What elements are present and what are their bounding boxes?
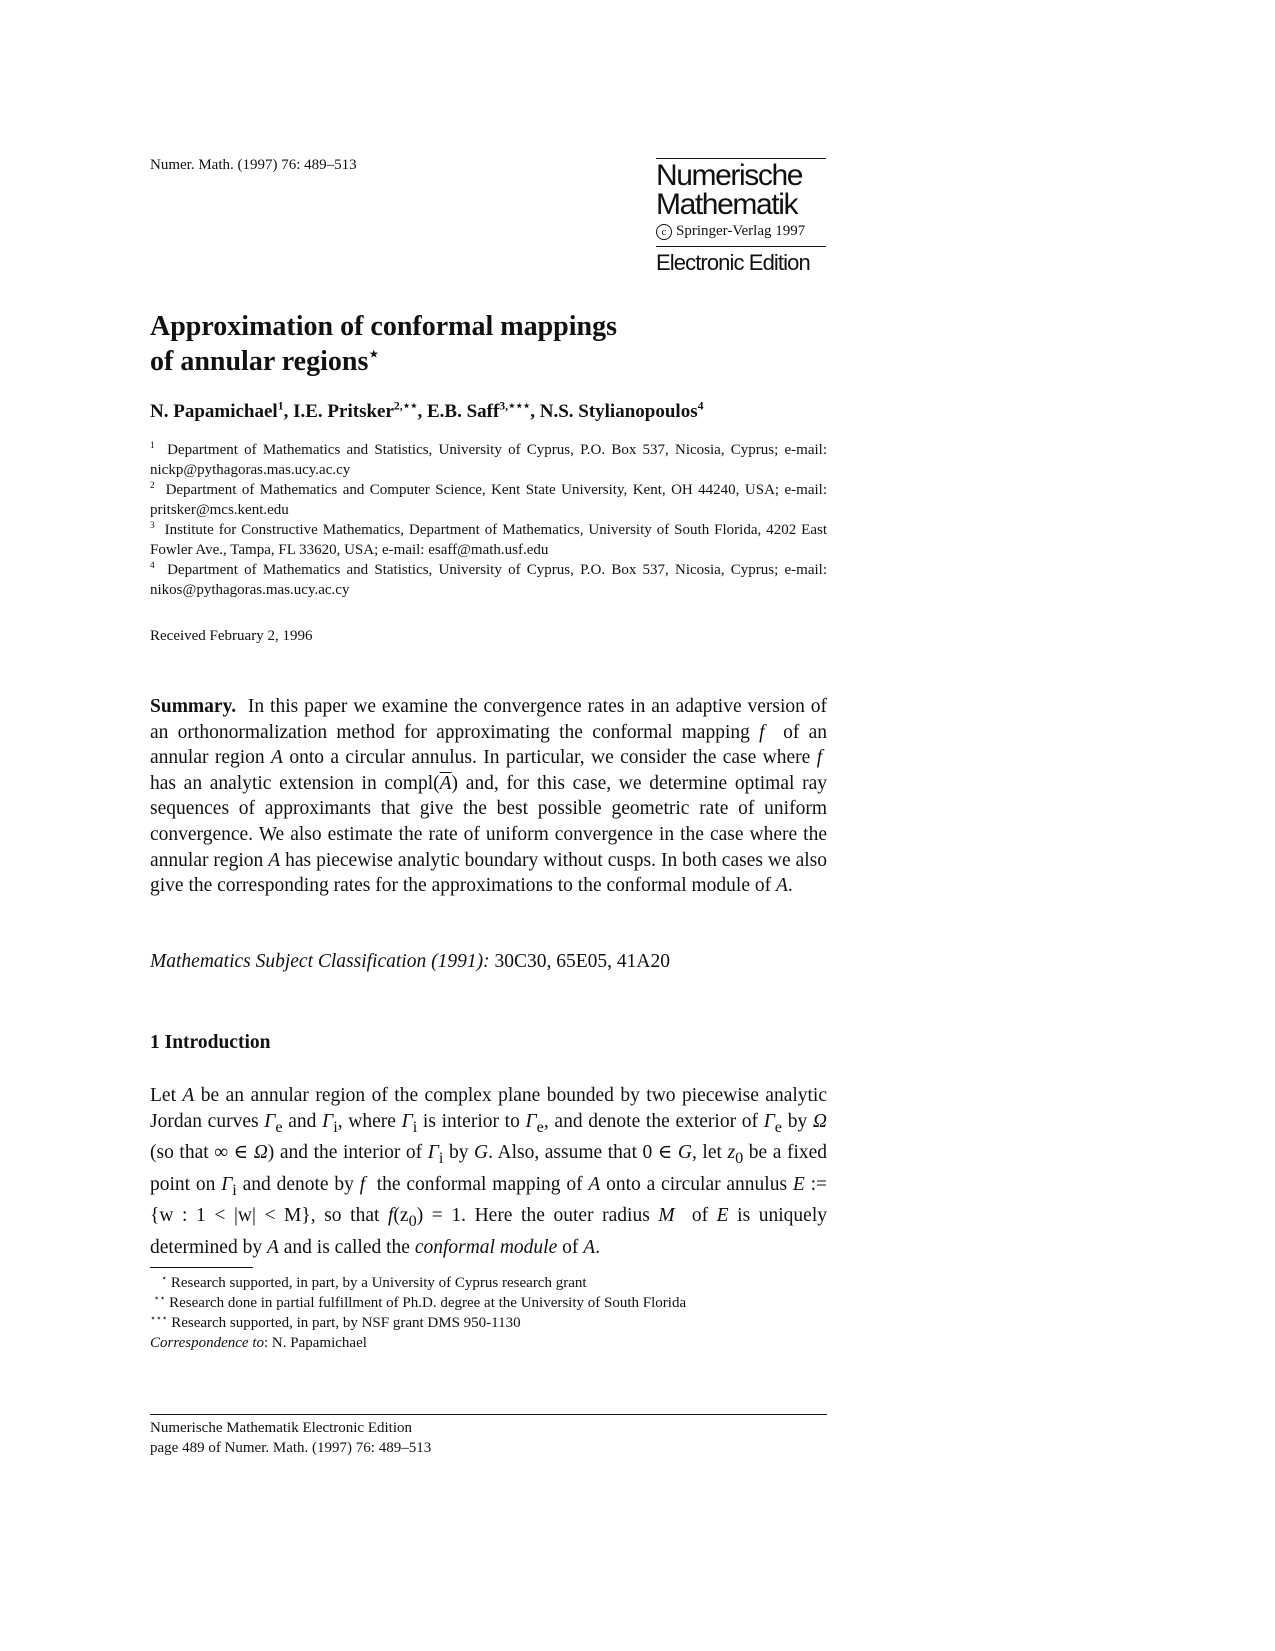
intro-emphasis: conformal module [414,1236,558,1258]
math-M: M [658,1205,675,1227]
section-heading: 1 Introduction [150,1032,271,1053]
math-z0: $z_0$ [727,1142,744,1167]
journal-reference: Numer. Math. (1997) 76: 489–513 [150,157,357,173]
summary-text: onto a circular annulus. In particular, we consider the case where [289,747,811,769]
footnote-mark: ⋆⋆ [153,1294,166,1304]
math-A: A [271,747,283,769]
math-f: f [759,721,765,743]
intro-text: be a fixed point on [150,1142,828,1195]
intro-text: ) = 1. Here the outer radius [416,1205,650,1227]
logo-mid-rule [656,246,826,247]
intro-text: is interior to [422,1110,520,1132]
math-A-closure: $\overline{A}$ [439,772,452,794]
title-line2: of annular regions [150,346,369,377]
affiliation-text: Department of Mathematics and Statistics, University of Cyprus, P.O. Box 537, Nicosia, Cyprus; e-mail: nickp@pythagoras.mas.ucy.ac.cy [150,442,827,478]
received-date: Received February 2, 1996 [150,628,313,644]
affiliation-4 [150,560,827,600]
math-f: f [816,747,823,769]
intro-text: , and denote the exterior of [543,1110,759,1132]
math-E: E [792,1173,805,1195]
logo-copyright [656,223,826,240]
correspondence [150,1333,686,1353]
author-4: N.S. Stylianopoulos [539,401,698,422]
math-gamma-i: $\Gamma_i$ [322,1110,338,1136]
copyright-icon: c [656,224,672,240]
math-A: A [268,849,281,871]
intro-text: , let [691,1142,722,1164]
math-A: A [776,875,788,897]
title-line1: Approximation of conformal mappings [150,311,617,342]
math-gamma-e: $\Gamma_e$ [525,1110,544,1136]
summary-text: In this paper we examine the convergence rates in an adaptive version of an orthonormalization method for approximating the conformal mapping [150,696,828,743]
math-gamma-e: $\Gamma_e$ [264,1110,283,1136]
intro-text: , where [337,1110,396,1132]
math-omega: Ω [812,1110,827,1132]
intro-math-set: := {w : 1 < |w| < M} [150,1173,828,1227]
affiliation-number: 2 [150,481,155,491]
logo-copyright-text: Springer-Verlag 1997 [676,223,806,239]
intro-text: (so that ∞ ∈ [150,1142,249,1164]
footer-rule [150,1414,827,1415]
footnote-1 [150,1273,686,1293]
math-f: f [359,1173,366,1195]
intro-text: and denote by [242,1173,354,1195]
intro-text: and [288,1110,317,1132]
math-A: A [588,1173,601,1195]
affiliation-number: 4 [150,561,155,571]
footnote-mark: ⋆⋆⋆ [150,1314,168,1324]
affiliation-number: 3 [150,521,155,531]
footnote-3 [150,1313,686,1333]
intro-text: , so that [310,1205,380,1227]
math-A: A [182,1085,195,1106]
math-gamma-i: $\Gamma_i$ [221,1173,237,1199]
msc-codes: 30C30, 65E05, 41A20 [494,951,670,972]
intro-text: and is called the [283,1236,410,1258]
author-3: E.B. Saff [426,401,500,422]
intro-text: be an annular region of the complex plane bounded by two piecewise analytic Jordan curves [150,1085,828,1132]
affiliations [150,440,827,600]
footnote-2 [150,1293,686,1313]
footnote-rule [150,1267,253,1268]
logo-edition: Electronic Edition [656,250,810,275]
math-omega: Ω [253,1142,268,1164]
author-3-sup: 3,⋆⋆⋆ [499,399,531,413]
correspondence-text: : N. Papamichael [264,1335,367,1351]
title-footnote-mark: ⋆ [368,344,380,364]
introduction-paragraph [150,1083,827,1260]
intro-text: by [787,1110,808,1132]
math-gamma-i: $\Gamma_i$ [401,1110,418,1136]
summary-text: . [787,875,793,897]
summary-text: of an annular region [150,721,828,769]
affiliation-2 [150,480,827,520]
affiliation-number: 1 [150,441,155,451]
intro-text: of [562,1236,579,1258]
msc-label: Mathematics Subject Classification (1991): [150,951,490,972]
author-4-sup: 4 [697,399,704,413]
journal-logo [656,158,826,276]
math-A: A [266,1236,279,1258]
footnote-mark: ⋆ [161,1274,168,1284]
correspondence-label: Correspondence to [150,1335,265,1351]
intro-text: by [448,1142,469,1164]
summary-label: Summary. [150,696,237,717]
logo-line2: Mathematik [656,188,798,221]
intro-text: the conformal mapping of [376,1173,583,1195]
affiliation-3 [150,520,827,560]
affiliation-text: Institute for Constructive Mathematics, Department of Mathematics, University of South Florida, 4202 East Fowler Ave., Tampa, FL 33620, USA; e-mail: esaff@math.usf.edu [150,522,827,558]
footer-line2: page 489 of Numer. Math. (1997) 76: 489–513 [150,1440,432,1456]
summary-paragraph [150,694,827,899]
footnotes [150,1273,686,1353]
math-f: f [387,1205,394,1227]
math-G: G [474,1142,489,1164]
author-2: I.E. Pritsker [293,401,394,422]
author-list: N. Papamichael$^1$, I.E. Pritsker$^{2,⋆⋆}$, E.B. Saff$^{3,⋆⋆⋆}$, N.S. Stylianopoulos$^4$ [150,399,704,422]
math-subscript: 0 [408,1211,417,1230]
math-G: G [677,1142,692,1164]
paper-title [150,309,850,379]
affiliation-text: Department of Mathematics and Statistics, University of Cyprus, P.O. Box 537, Nicosia, Cyprus; e-mail: nikos@pythagoras.mas.ucy.ac.cy [150,562,827,598]
intro-text: . Also, assume that 0 ∈ [488,1142,673,1164]
intro-text: onto a circular annulus [606,1173,788,1195]
intro-text: . [595,1236,601,1258]
math-gamma-e: $\Gamma_e$ [763,1110,783,1136]
footnote-text: Research done in partial fulfillment of Ph.D. degree at the University of South Florida [169,1295,687,1311]
math-A: A [583,1236,596,1258]
author-1-sup: 1 [277,399,284,413]
math-E: E [716,1205,729,1227]
footnote-text: Research supported, in part, by a University of Cyprus research grant [170,1275,587,1291]
logo-line1: Numerische [656,159,803,192]
footer-line1: Numerische Mathematik Electronic Edition [150,1420,413,1436]
intro-text: of [691,1205,709,1227]
math-gamma-i: $\Gamma_i$ [427,1142,444,1167]
intro-text: is uniquely determined by [150,1205,828,1258]
affiliation-1 [150,440,827,480]
summary-text: has piecewise analytic boundary without cusps. In both cases we also give the corresponding rates for the approximations to the conformal module of [150,849,828,897]
summary-text: has an analytic extension in compl( [150,772,440,794]
intro-text: ) and the interior of [267,1142,423,1164]
intro-text: Let [150,1085,176,1106]
author-2-sup: 2,⋆⋆ [393,399,418,413]
footnote-text: Research supported, in part, by NSF grant DMS 950-1130 [171,1315,521,1331]
subject-classification [150,951,670,973]
intro-text: (z [393,1205,409,1227]
page-footer [150,1418,431,1458]
summary-text: ) and, for this case, we determine optimal ray sequences of approximants that give the best possible geometric rate of uniform convergence. We also estimate the rate of uniform convergence in the case where the annular region [150,772,827,871]
author-1: N. Papamichael [150,401,278,422]
affiliation-text: Department of Mathematics and Computer Science, Kent State University, Kent, OH 44240, USA; e-mail: pritsker@mcs.kent.edu [150,482,827,518]
